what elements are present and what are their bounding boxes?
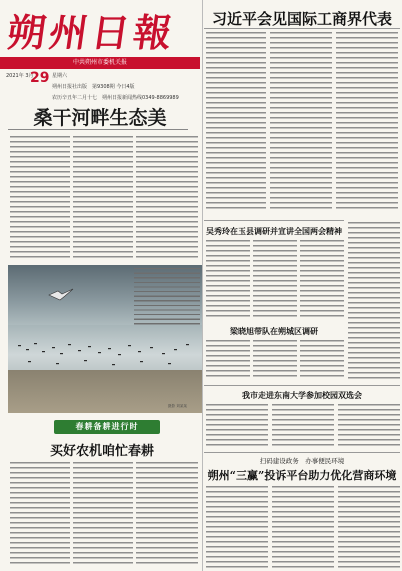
bottom-story-kicker: 扫码建设政务 办事便民环境 [259,457,345,465]
issue-info [52,72,197,105]
article-column [300,340,344,380]
university-story-headline: 我市走进东南大学参加校园双选会 [242,390,362,400]
bottom-story-headline: 朔州“三赢”投诉平台助力优化营商环境 [207,469,397,482]
headline-rule [204,28,400,29]
photo-caption [134,268,200,328]
farm-story-headline: 买好农机咱忙春耕 [49,444,154,459]
main-headline: 习近平会见国际工商界代表 [211,10,392,28]
newspaper-title: 朔州日報 [4,10,179,55]
article-column [253,240,297,320]
article-column [206,486,268,568]
article-column [136,136,198,261]
issue-year-month: 2021年 3月 [6,73,34,79]
article-column [336,32,398,212]
article-column [272,486,334,568]
article-column [206,240,250,320]
article-column [73,136,133,261]
article-column [253,340,297,380]
article-column [270,32,332,212]
article-column [348,222,400,382]
feature-headline: 桑干河畔生态美 [33,107,167,129]
article-column [206,404,268,448]
story-rule [204,385,400,386]
section-banner: 春耕备耕进行时 [54,420,160,434]
article-column [272,404,334,448]
article-column [338,404,400,448]
issue-day: 29 [30,70,50,86]
story-rule [204,220,344,221]
feature-rule [8,129,188,130]
article-column [206,340,250,380]
article-column [300,240,344,320]
masthead [0,0,200,101]
issue-info-line1: 朔州日报社出版 第9308期 今日4版 [52,84,135,90]
issue-info-line2: 农历辛丑年二月十七 朔州日报新闻热线0349-8869989 [52,95,179,101]
weekday: 星期六 [52,73,68,79]
article-column [73,462,133,567]
article-column [10,462,70,567]
page-column-divider [202,0,203,571]
article-column [10,136,70,261]
article-column [136,462,198,567]
article-column [206,32,266,212]
article-column [338,486,400,568]
photo-credit: 摄影 刘某某 [168,404,188,408]
liang-story-headline: 梁晓旭带队在朔城区调研 [230,326,318,336]
masthead-subtitle-bar: 中共朔州市委机关报 [0,57,200,69]
wu-story-headline: 吴秀玲在玉县调研并宣讲全国两会精神 [206,226,342,236]
story-rule [204,452,400,453]
